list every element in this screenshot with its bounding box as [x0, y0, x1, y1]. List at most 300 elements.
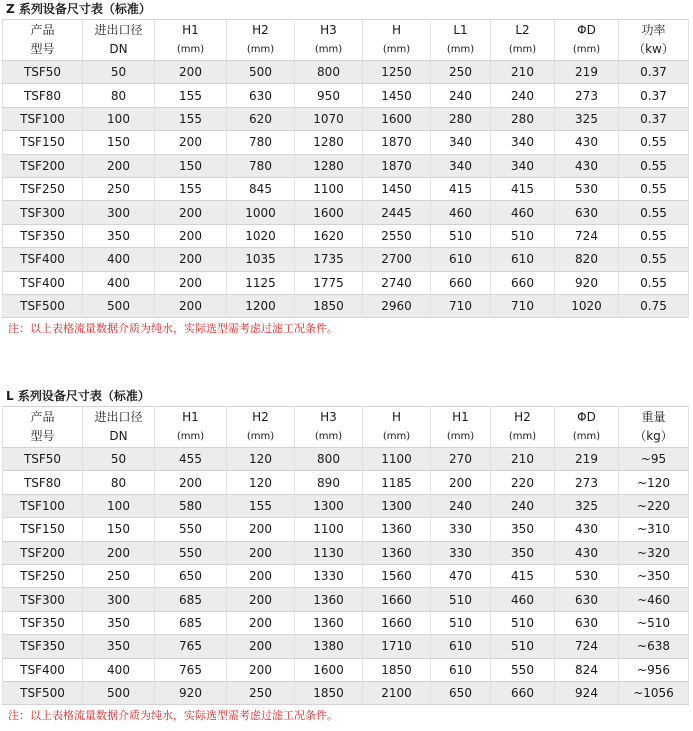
value-cell: 200: [227, 658, 295, 681]
value-cell: 50: [83, 448, 155, 471]
value-cell: 510: [491, 224, 555, 247]
value-cell: 200: [155, 131, 227, 154]
value-cell: 724: [555, 635, 619, 658]
value-cell: 155: [155, 84, 227, 107]
value-cell: 250: [83, 564, 155, 587]
column-header: [155, 20, 227, 61]
column-header-unit: (mm): [572, 431, 601, 442]
value-cell: 300: [83, 201, 155, 224]
column-header-unit: (mm): [508, 44, 537, 55]
model-cell: TSF350: [3, 224, 83, 247]
value-cell: 1020: [555, 294, 619, 317]
table-row: [3, 635, 689, 658]
table-row: [3, 494, 689, 517]
value-cell: 240: [431, 494, 491, 517]
value-cell: 2740: [363, 271, 431, 294]
value-cell: ~956: [619, 658, 689, 681]
value-cell: 500: [83, 681, 155, 704]
value-cell: 660: [491, 271, 555, 294]
value-cell: 0.55: [619, 248, 689, 271]
value-cell: 765: [155, 635, 227, 658]
value-cell: 950: [295, 84, 363, 107]
value-cell: 1360: [363, 518, 431, 541]
column-header: [555, 407, 619, 448]
value-cell: 724: [555, 224, 619, 247]
value-cell: 650: [431, 681, 491, 704]
value-cell: 1560: [363, 564, 431, 587]
value-cell: ~510: [619, 611, 689, 634]
value-cell: 1600: [363, 107, 431, 130]
value-cell: 1450: [363, 177, 431, 200]
model-cell: TSF250: [3, 564, 83, 587]
value-cell: 510: [491, 635, 555, 658]
value-cell: 1620: [295, 224, 363, 247]
value-cell: 1850: [295, 294, 363, 317]
value-cell: 550: [155, 518, 227, 541]
value-cell: 0.55: [619, 271, 689, 294]
l-series-title: L 系列设备尺寸表（标准）: [6, 389, 150, 403]
value-cell: 150: [83, 518, 155, 541]
value-cell: 350: [491, 518, 555, 541]
value-cell: 0.55: [619, 154, 689, 177]
table-header-row: [3, 407, 689, 448]
value-cell: 270: [431, 448, 491, 471]
column-header: [227, 20, 295, 61]
value-cell: ~460: [619, 588, 689, 611]
value-cell: 0.55: [619, 224, 689, 247]
value-cell: 765: [155, 658, 227, 681]
value-cell: 1660: [363, 611, 431, 634]
column-header-unit: (mm): [446, 431, 475, 442]
value-cell: 920: [155, 681, 227, 704]
table-row: [3, 61, 689, 84]
value-cell: 550: [155, 541, 227, 564]
z-series-table: [2, 19, 689, 318]
value-cell: 0.75: [619, 294, 689, 317]
value-cell: 340: [491, 154, 555, 177]
value-cell: 500: [83, 294, 155, 317]
model-cell: TSF400: [3, 658, 83, 681]
value-cell: 280: [491, 107, 555, 130]
value-cell: 330: [431, 518, 491, 541]
value-cell: 510: [491, 611, 555, 634]
model-cell: TSF150: [3, 131, 83, 154]
value-cell: 1125: [227, 271, 295, 294]
value-cell: ~310: [619, 518, 689, 541]
value-cell: 350: [83, 224, 155, 247]
value-cell: 530: [555, 564, 619, 587]
value-cell: 660: [431, 271, 491, 294]
value-cell: 920: [555, 271, 619, 294]
value-cell: 460: [491, 588, 555, 611]
value-cell: 685: [155, 611, 227, 634]
value-cell: 200: [155, 201, 227, 224]
value-cell: ~320: [619, 541, 689, 564]
value-cell: 120: [227, 448, 295, 471]
value-cell: 824: [555, 658, 619, 681]
l-series-note: 注：以上表格流量数据介质为纯水，实际选型需考虑过滤工况条件。: [8, 709, 338, 723]
value-cell: 610: [431, 635, 491, 658]
table-row: [3, 201, 689, 224]
model-cell: TSF200: [3, 154, 83, 177]
table-header-row: [3, 20, 689, 61]
value-cell: 455: [155, 448, 227, 471]
value-cell: 1360: [295, 588, 363, 611]
column-header-label: 产品: [30, 23, 55, 37]
value-cell: 155: [227, 494, 295, 517]
value-cell: 1710: [363, 635, 431, 658]
value-cell: 1380: [295, 635, 363, 658]
column-header: [619, 407, 689, 448]
table-row: [3, 611, 689, 634]
value-cell: 1600: [295, 658, 363, 681]
column-header-unit: 型号: [30, 42, 55, 56]
value-cell: 1300: [295, 494, 363, 517]
model-cell: TSF350: [3, 635, 83, 658]
table-row: [3, 448, 689, 471]
table-row: [3, 564, 689, 587]
value-cell: 200: [155, 471, 227, 494]
model-cell: TSF80: [3, 471, 83, 494]
column-header: [83, 20, 155, 61]
column-header-label: 功率: [641, 23, 666, 37]
column-header-unit: DN: [109, 42, 128, 56]
column-header-label: L1: [453, 23, 468, 37]
value-cell: 1100: [295, 177, 363, 200]
value-cell: 200: [83, 154, 155, 177]
value-cell: 1130: [295, 541, 363, 564]
value-cell: 460: [431, 201, 491, 224]
value-cell: 415: [491, 564, 555, 587]
value-cell: 200: [83, 541, 155, 564]
column-header-unit: (mm): [246, 44, 275, 55]
column-header-unit: (mm): [382, 44, 411, 55]
model-cell: TSF50: [3, 448, 83, 471]
value-cell: 550: [491, 658, 555, 681]
z-series-section: [0, 0, 693, 340]
value-cell: 415: [431, 177, 491, 200]
column-header-unit: (mm): [176, 431, 205, 442]
model-cell: TSF350: [3, 611, 83, 634]
table-row: [3, 177, 689, 200]
value-cell: 340: [431, 131, 491, 154]
column-header-unit: (mm): [314, 44, 343, 55]
column-header: [555, 20, 619, 61]
column-header-label: H: [391, 23, 402, 37]
value-cell: 630: [555, 201, 619, 224]
value-cell: 2550: [363, 224, 431, 247]
value-cell: 50: [83, 61, 155, 84]
value-cell: 200: [155, 271, 227, 294]
column-header-label: 进出口径: [94, 410, 143, 424]
value-cell: 200: [227, 541, 295, 564]
column-header-label: H3: [320, 410, 337, 424]
value-cell: 1660: [363, 588, 431, 611]
value-cell: 510: [431, 611, 491, 634]
value-cell: 350: [83, 611, 155, 634]
value-cell: 610: [431, 658, 491, 681]
value-cell: 620: [227, 107, 295, 130]
value-cell: 650: [155, 564, 227, 587]
table-row: [3, 658, 689, 681]
value-cell: 240: [491, 84, 555, 107]
value-cell: 120: [227, 471, 295, 494]
value-cell: 1280: [295, 131, 363, 154]
value-cell: 300: [83, 588, 155, 611]
l-series-section: [0, 387, 693, 727]
column-header-unit: (mm): [314, 431, 343, 442]
value-cell: 1250: [363, 61, 431, 84]
table-row: [3, 294, 689, 317]
value-cell: 1100: [295, 518, 363, 541]
value-cell: 200: [227, 518, 295, 541]
value-cell: 1870: [363, 131, 431, 154]
column-header-label: H1: [182, 410, 199, 424]
value-cell: 415: [491, 177, 555, 200]
column-header-label: H1: [182, 23, 199, 37]
value-cell: 0.37: [619, 107, 689, 130]
value-cell: 280: [431, 107, 491, 130]
value-cell: 460: [491, 201, 555, 224]
model-cell: TSF80: [3, 84, 83, 107]
z-series-note: 注：以上表格流量数据介质为纯水，实际选型需考虑过滤工况条件。: [8, 322, 338, 336]
column-header-unit: (mm): [572, 44, 601, 55]
column-header-unit: (mm): [246, 431, 275, 442]
value-cell: 2960: [363, 294, 431, 317]
value-cell: 150: [83, 131, 155, 154]
table-row: [3, 588, 689, 611]
value-cell: 240: [431, 84, 491, 107]
value-cell: 500: [227, 61, 295, 84]
column-header-label: L2: [515, 23, 530, 37]
value-cell: 219: [555, 61, 619, 84]
column-header: [619, 20, 689, 61]
value-cell: 250: [227, 681, 295, 704]
table-row: [3, 541, 689, 564]
table-row: [3, 681, 689, 704]
value-cell: 630: [555, 611, 619, 634]
model-cell: TSF500: [3, 294, 83, 317]
value-cell: 250: [431, 61, 491, 84]
value-cell: 273: [555, 471, 619, 494]
value-cell: 430: [555, 131, 619, 154]
table-row: [3, 84, 689, 107]
value-cell: 710: [431, 294, 491, 317]
value-cell: 200: [155, 224, 227, 247]
value-cell: 150: [155, 154, 227, 177]
value-cell: 200: [227, 564, 295, 587]
value-cell: 0.55: [619, 201, 689, 224]
column-header-label: ΦD: [577, 23, 596, 37]
value-cell: 155: [155, 107, 227, 130]
value-cell: 1360: [295, 611, 363, 634]
column-header-unit: (mm): [446, 44, 475, 55]
value-cell: 200: [227, 611, 295, 634]
value-cell: 200: [227, 635, 295, 658]
value-cell: 630: [555, 588, 619, 611]
model-cell: TSF50: [3, 61, 83, 84]
table-row: [3, 154, 689, 177]
value-cell: 200: [155, 248, 227, 271]
value-cell: 0.55: [619, 131, 689, 154]
column-header: [363, 20, 431, 61]
column-header-label: 重量: [641, 410, 666, 424]
value-cell: 1850: [363, 658, 431, 681]
column-header-label: 进出口径: [94, 23, 143, 37]
value-cell: 430: [555, 154, 619, 177]
value-cell: 240: [491, 494, 555, 517]
model-cell: TSF400: [3, 271, 83, 294]
column-header-label: H2: [514, 410, 531, 424]
model-cell: TSF300: [3, 588, 83, 611]
value-cell: 1185: [363, 471, 431, 494]
column-header-label: H2: [252, 410, 269, 424]
column-header: [491, 407, 555, 448]
value-cell: ~120: [619, 471, 689, 494]
value-cell: 1100: [363, 448, 431, 471]
z-series-title: Z 系列设备尺寸表（标准）: [6, 2, 151, 16]
value-cell: 820: [555, 248, 619, 271]
value-cell: 780: [227, 131, 295, 154]
value-cell: 630: [227, 84, 295, 107]
column-header: [295, 20, 363, 61]
table-row: [3, 224, 689, 247]
value-cell: 340: [431, 154, 491, 177]
value-cell: 200: [431, 471, 491, 494]
value-cell: 1035: [227, 248, 295, 271]
model-cell: TSF400: [3, 248, 83, 271]
value-cell: 580: [155, 494, 227, 517]
value-cell: 660: [491, 681, 555, 704]
value-cell: 400: [83, 658, 155, 681]
column-header-unit: （kg）: [634, 429, 673, 443]
column-header: [155, 407, 227, 448]
value-cell: 0.37: [619, 84, 689, 107]
value-cell: 2700: [363, 248, 431, 271]
model-cell: TSF150: [3, 518, 83, 541]
table-row: [3, 271, 689, 294]
value-cell: 685: [155, 588, 227, 611]
value-cell: 325: [555, 494, 619, 517]
value-cell: ~220: [619, 494, 689, 517]
column-header: [431, 407, 491, 448]
value-cell: 610: [491, 248, 555, 271]
value-cell: 340: [491, 131, 555, 154]
column-header-unit: DN: [109, 429, 128, 443]
value-cell: 220: [491, 471, 555, 494]
value-cell: 350: [83, 635, 155, 658]
value-cell: 219: [555, 448, 619, 471]
column-header: [491, 20, 555, 61]
value-cell: ~350: [619, 564, 689, 587]
value-cell: 510: [431, 224, 491, 247]
model-cell: TSF250: [3, 177, 83, 200]
column-header-label: H: [391, 410, 402, 424]
model-cell: TSF100: [3, 494, 83, 517]
value-cell: ~95: [619, 448, 689, 471]
value-cell: 800: [295, 448, 363, 471]
value-cell: 890: [295, 471, 363, 494]
value-cell: 80: [83, 471, 155, 494]
value-cell: 200: [155, 294, 227, 317]
value-cell: 1280: [295, 154, 363, 177]
value-cell: 1330: [295, 564, 363, 587]
value-cell: 780: [227, 154, 295, 177]
column-header-unit: (mm): [508, 431, 537, 442]
column-header-label: H3: [320, 23, 337, 37]
value-cell: 1020: [227, 224, 295, 247]
model-cell: TSF300: [3, 201, 83, 224]
table-row: [3, 107, 689, 130]
model-cell: TSF100: [3, 107, 83, 130]
value-cell: 155: [155, 177, 227, 200]
value-cell: 2100: [363, 681, 431, 704]
value-cell: 1360: [363, 541, 431, 564]
value-cell: 100: [83, 494, 155, 517]
value-cell: 430: [555, 541, 619, 564]
column-header-label: H1: [452, 410, 469, 424]
value-cell: 350: [491, 541, 555, 564]
l-series-table: [2, 406, 689, 705]
value-cell: 1070: [295, 107, 363, 130]
value-cell: 924: [555, 681, 619, 704]
value-cell: ~638: [619, 635, 689, 658]
value-cell: 210: [491, 61, 555, 84]
value-cell: 200: [155, 61, 227, 84]
column-header: [363, 407, 431, 448]
value-cell: 610: [431, 248, 491, 271]
value-cell: 250: [83, 177, 155, 200]
value-cell: 710: [491, 294, 555, 317]
value-cell: 430: [555, 518, 619, 541]
column-header: [3, 20, 83, 61]
column-header-unit: (mm): [382, 431, 411, 442]
value-cell: 330: [431, 541, 491, 564]
column-header-unit: （kw）: [633, 42, 674, 56]
column-header-unit: 型号: [30, 429, 55, 443]
column-header-label: ΦD: [577, 410, 596, 424]
value-cell: 0.37: [619, 61, 689, 84]
value-cell: 1600: [295, 201, 363, 224]
table-row: [3, 518, 689, 541]
value-cell: 80: [83, 84, 155, 107]
value-cell: 1735: [295, 248, 363, 271]
column-header: [431, 20, 491, 61]
column-header: [295, 407, 363, 448]
value-cell: 800: [295, 61, 363, 84]
model-cell: TSF500: [3, 681, 83, 704]
value-cell: 210: [491, 448, 555, 471]
value-cell: 0.55: [619, 177, 689, 200]
value-cell: 510: [431, 588, 491, 611]
column-header: [83, 407, 155, 448]
value-cell: 325: [555, 107, 619, 130]
value-cell: 100: [83, 107, 155, 130]
column-header: [3, 407, 83, 448]
value-cell: 400: [83, 271, 155, 294]
model-cell: TSF200: [3, 541, 83, 564]
column-header: [227, 407, 295, 448]
value-cell: ~1056: [619, 681, 689, 704]
value-cell: 200: [227, 588, 295, 611]
value-cell: 1300: [363, 494, 431, 517]
column-header-label: 产品: [30, 410, 55, 424]
column-header-unit: (mm): [176, 44, 205, 55]
value-cell: 530: [555, 177, 619, 200]
table-row: [3, 131, 689, 154]
column-header-label: H2: [252, 23, 269, 37]
table-row: [3, 471, 689, 494]
